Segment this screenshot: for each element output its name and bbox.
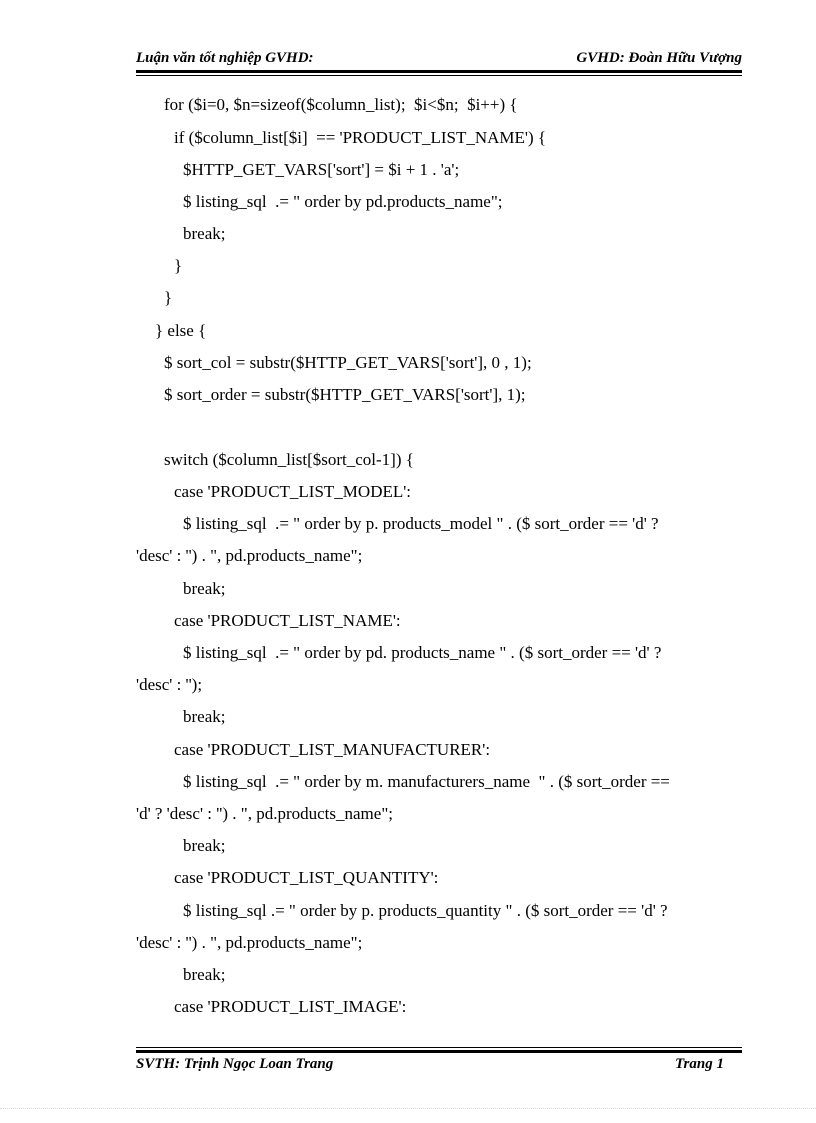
code-line: case 'PRODUCT_LIST_QUANTITY': <box>174 868 439 887</box>
code-line: $ listing_sql .= " order by pd. products_name " . ($ sort_order == 'd' ? <box>183 643 662 662</box>
code-line: for ($i=0, $n=sizeof($column_list); $i<$n; $i++) { <box>164 95 518 114</box>
header-thesis-label: Luận văn tốt nghiệp GVHD: <box>136 50 314 66</box>
code-line: if ($column_list[$i] == 'PRODUCT_LIST_NAME') { <box>174 128 547 147</box>
code-line: 'desc' : ''); <box>136 675 203 694</box>
footer-rule-thick <box>136 1050 742 1053</box>
code-line: case 'PRODUCT_LIST_IMAGE': <box>174 997 407 1016</box>
code-line: $ listing_sql .= " order by pd.products_name"; <box>183 192 503 211</box>
code-line: } <box>174 256 183 275</box>
code-line: 'd' ? 'desc' : '') . ", pd.products_name"; <box>136 804 393 823</box>
code-line: 'desc' : '') . ", pd.products_name"; <box>136 546 363 565</box>
code-line: 'desc' : '') . ", pd.products_name"; <box>136 933 363 952</box>
code-line: case 'PRODUCT_LIST_MANUFACTURER': <box>174 740 491 759</box>
code-line: } else { <box>155 321 207 340</box>
page-number: Trang 1 <box>674 1056 724 1072</box>
code-line: break; <box>183 836 226 855</box>
code-line: $ sort_order = substr($HTTP_GET_VARS['sort'], 1); <box>164 385 526 404</box>
code-line: $HTTP_GET_VARS['sort'] = $i + 1 . 'a'; <box>183 160 460 179</box>
code-line: case 'PRODUCT_LIST_MODEL': <box>174 482 412 501</box>
page-footer <box>136 1056 742 1080</box>
footer-student-label: SVTH: Trịnh Ngọc Loan Trang <box>136 1056 334 1072</box>
code-line: case 'PRODUCT_LIST_NAME': <box>174 611 401 630</box>
code-line: $ sort_col = substr($HTTP_GET_VARS['sort'], 0 , 1); <box>164 353 532 372</box>
code-line: break; <box>183 579 226 598</box>
header-rule-thick <box>136 70 742 73</box>
code-line: break; <box>183 965 226 984</box>
code-line: break; <box>183 707 226 726</box>
code-line: $ listing_sql .= " order by m. manufacturers_name " . ($ sort_order == <box>183 772 670 791</box>
code-line: switch ($column_list[$sort_col-1]) { <box>164 450 414 469</box>
code-line: $ listing_sql .= " order by p. products_model " . ($ sort_order == 'd' ? <box>183 514 659 533</box>
code-line: } <box>164 288 173 307</box>
page-bottom-divider <box>0 1108 816 1109</box>
code-line: $ listing_sql .= " order by p. products_quantity " . ($ sort_order == 'd' ? <box>183 901 668 920</box>
code-line: break; <box>183 224 226 243</box>
footer-rule-thin <box>136 1047 742 1048</box>
header-advisor-label: GVHD: Đoàn Hữu Vượng <box>576 50 742 66</box>
header-rule-thin <box>136 75 742 76</box>
